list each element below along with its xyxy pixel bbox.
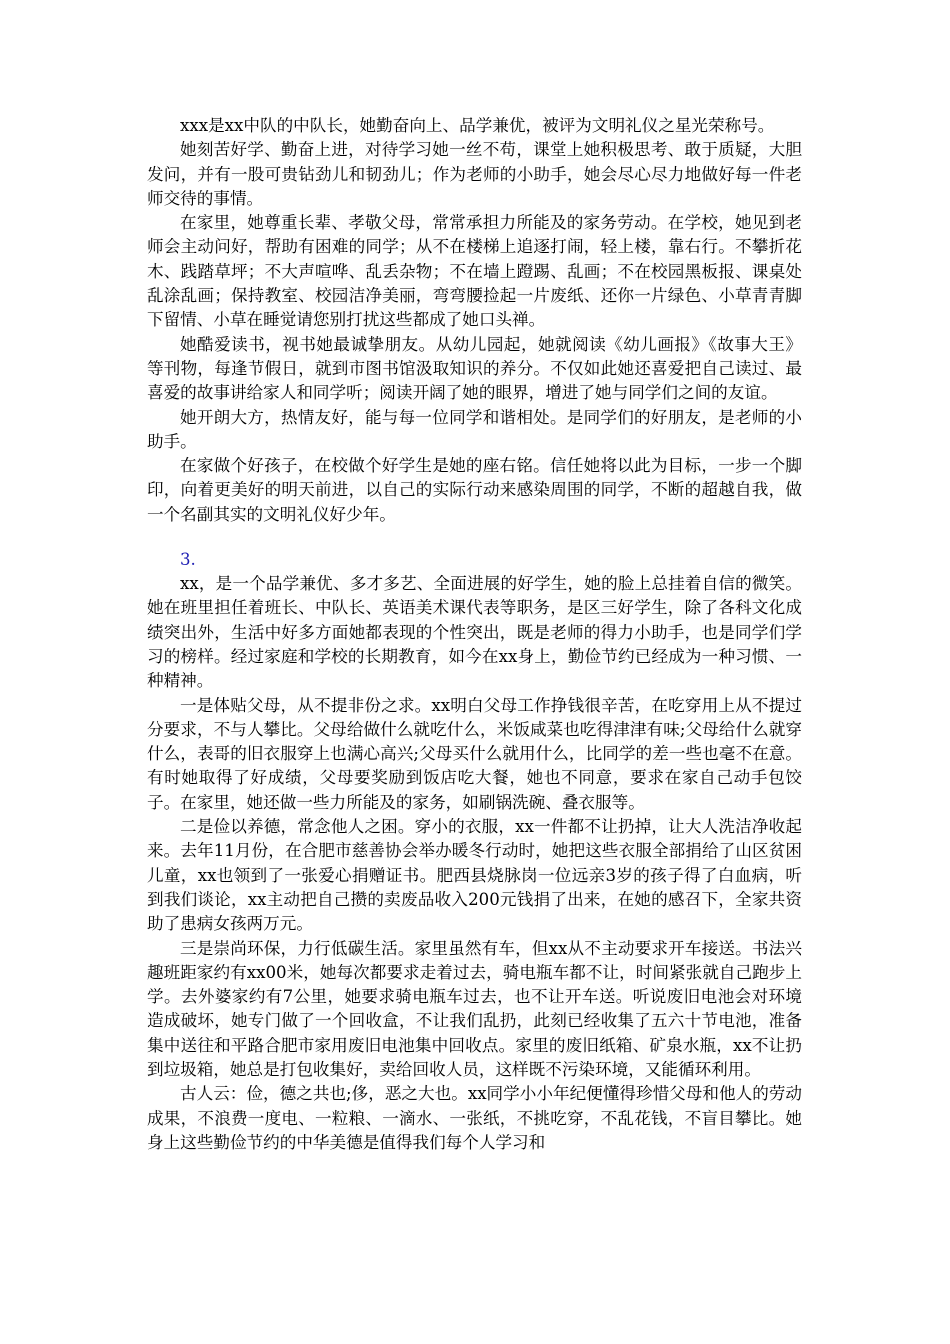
paragraph: 在家里，她尊重长辈、孝敬父母，常常承担力所能及的家务劳动。在学校，她见到老师会主动问好，帮助有困难的同学；从不在楼梯上追逐打闹，轻上楼，靠右行。不攀折花木、践踏草坪；不大声喧哗、乱丢杂物；不在墙上蹬踢、乱画；不在校园黑板报、课桌处乱涂乱画；保持教室、校园洁净美丽，弯弯腰捡起一片废纸、还你一片绿色、小草青青脚下留情、小草在睡觉请您别打扰这些都成了她口头禅。 xyxy=(147,213,802,330)
paragraph: 在家做个好孩子，在校做个好学生是她的座右铭。信任她将以此为目标，一步一个脚印，向着更美好的明天前进，以自己的实际行动来感染周围的同学，不断的超越自我，做一个名副其实的文明礼仪好少年。 xyxy=(147,456,802,524)
paragraph: 她酷爱读书，视书她最诚挚朋友。从幼儿园起，她就阅读《幼儿画报》《故事大王》等刊物，每逢节假日，就到市图书馆汲取知识的养分。不仅如此她还喜爱把自己读过、最喜爱的故事讲给家人和同学听；阅读开阔了她的眼界，增进了她与同学们之间的友谊。 xyxy=(147,334,802,403)
section-number: 3. xyxy=(180,550,196,570)
paragraph: 二是俭以养德，常念他人之困。穿小的衣服，xx一件都不让扔掉，让大人洗洁净收起来。去年11月份，在合肥市慈善协会举办暖冬行动时，她把这些衣服全部捐给了山区贫困儿童，xx也领到了一张爱心捐赠证书。肥西县烧脉岗一位远亲3岁的孩子得了白血病，听到我们谈论，xx主动把自己攒的卖废品收入200元钱捐了出来，在她的感召下，全家共资助了患病女孩两万元。 xyxy=(147,817,802,934)
paragraph: 她刻苦好学、勤奋上进，对待学习她一丝不苟，课堂上她积极思考、敢于质疑，大胆发问，并有一股可贵钻劲儿和韧劲儿；作为老师的小助手，她会尽心尽力地做好每一件老师交待的事情。 xyxy=(147,140,802,208)
paragraph: 一是体贴父母，从不提非份之求。xx明白父母工作挣钱很辛苦，在吃穿用上从不提过分要求，不与人攀比。父母给做什么就吃什么，米饭咸菜也吃得津津有味;父母给什么就穿什么，表哥的旧衣服穿上也满心高兴;父母买什么就用什么，比同学的差一些也毫不在意。有时她取得了好成绩，父母要奖励到饭店吃大餐，她也不同意，要求在家自己动手包饺子。在家里，她还做一些力所能及的家务，如刷锅洗碗、叠衣服等。 xyxy=(147,695,802,812)
paragraph: xxx是xx中队的中队长，她勤奋向上、品学兼优，被评为文明礼仪之星光荣称号。 xyxy=(180,116,775,135)
paragraph: 她开朗大方，热情友好，能与每一位同学和谐相处。是同学们的好朋友，是老师的小助手。 xyxy=(147,407,802,451)
paragraph: 古人云：俭，德之共也;侈，恶之大也。xx同学小小年纪便懂得珍惜父母和他人的劳动成果，不浪费一度电、一粒粮、一滴水、一张纸，不挑吃穿，不乱花钱，不盲目攀比。她身上这些勤俭节约的中华美德是值得我们每个人学习和 xyxy=(147,1084,802,1152)
paragraph: 三是崇尚环保，力行低碳生活。家里虽然有车，但xx从不主动要求开车接送。书法兴趣班距家约有xx00米，她每次都要求走着过去，骑电瓶车都不让，时间紧张就自己跑步上学。去外婆家约有7公里，她要求骑电瓶车过去，也不让开车送。听说废旧电池会对环境造成破坏，她专门做了一个回收盒，不让我们乱扔，此刻已经收集了五六十节电池，准备集中送往和平路合肥市家用废旧电池集中回收点。家里的废旧纸箱、矿泉水瓶，xx不让扔到垃圾箱，她总是打包收集好，卖给回收人员，这样既不污染环境，又能循环利用。 xyxy=(147,938,802,1079)
section-1 xyxy=(147,114,802,527)
section-2 xyxy=(147,572,802,1155)
document-page xyxy=(147,114,802,1155)
paragraph: xx，是一个品学兼优、多才多艺、全面进展的好学生，她的脸上总挂着自信的微笑。她在班里担任着班长、中队长、英语美术课代表等职务，是区三好学生，除了各科文化成绩突出外，生活中好多方面她都表现的个性突出，既是老师的得力小助手，也是同学们学习的榜样。经过家庭和学校的长期教育，如今在xx身上，勤俭节约已经成为一种习惯、一种精神。 xyxy=(147,574,802,691)
